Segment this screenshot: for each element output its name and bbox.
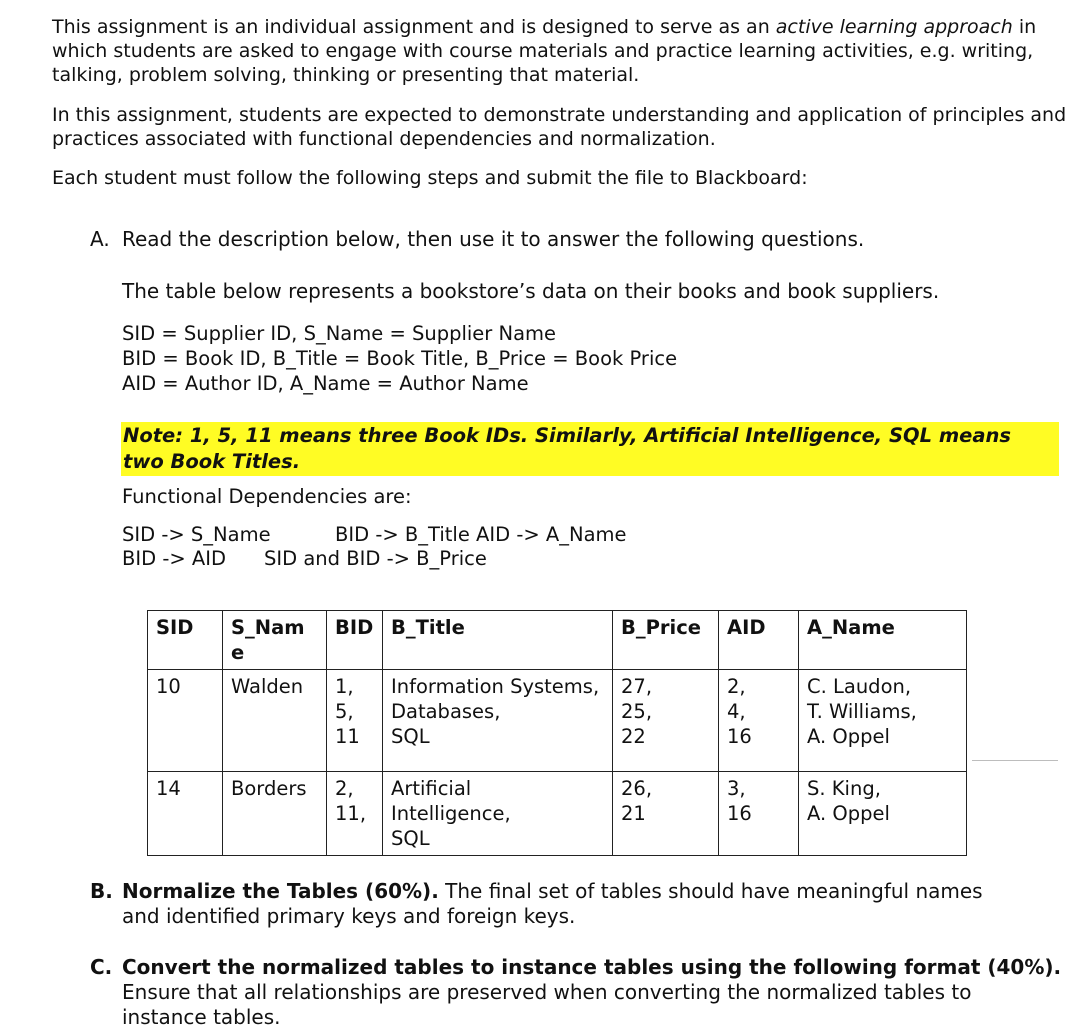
cell-aid: 2, 4, 16 xyxy=(719,670,799,772)
intro-paragraph-2: In this assignment, students are expected to demonstrate understanding and application of principles and practices associated with functional dependencies and normalization. xyxy=(52,104,1067,150)
section-a-label: A. xyxy=(90,227,110,251)
definition-author: AID = Author ID, A_Name = Author Name xyxy=(122,372,529,395)
fd-sid-bid-bprice: SID and BID -> B_Price xyxy=(264,547,487,570)
table-row xyxy=(148,670,967,772)
intro-p1-emphasis: active learning approach xyxy=(775,16,1013,38)
fd-bid-aid: BID -> AID xyxy=(122,547,227,570)
fd-heading: Functional Dependencies are: xyxy=(122,485,412,508)
section-c-text xyxy=(122,955,1062,1030)
cell-bid: 1, 5, 11 xyxy=(327,670,383,772)
header-sid: SID xyxy=(148,611,223,670)
cell-btitle: Information Systems, Databases, SQL xyxy=(383,670,613,772)
cell-bprice: 26, 21 xyxy=(613,772,719,856)
section-c-label: C. xyxy=(90,955,113,979)
section-b-bold: Normalize the Tables (60%). xyxy=(122,879,439,903)
highlighted-note: Note: 1, 5, 11 means three Book IDs. Similarly, Artificial Intelligence, SQL means two Book Titles. xyxy=(121,422,1059,476)
section-a-text: Read the description below, then use it to answer the following questions. xyxy=(122,227,865,251)
header-aid: AID xyxy=(719,611,799,670)
definition-supplier: SID = Supplier ID, S_Name = Supplier Name xyxy=(122,322,557,345)
table-intro: The table below represents a bookstore’s data on their books and book suppliers. xyxy=(122,279,940,303)
cell-sname: Borders xyxy=(223,772,327,856)
header-aname: A_Name xyxy=(799,611,967,670)
table-row xyxy=(148,772,967,856)
header-bprice: B_Price xyxy=(613,611,719,670)
cell-sname: Walden xyxy=(223,670,327,772)
cell-sid: 10 xyxy=(148,670,223,772)
cell-sid: 14 xyxy=(148,772,223,856)
cell-bid: 2, 11, xyxy=(327,772,383,856)
intro-paragraph-1 xyxy=(52,15,1067,87)
intro-p1-after: in which students are asked to engage with course materials and practice learning activities, e.g. writing, talking, problem solving, thinking or presenting that material. xyxy=(52,16,1037,86)
cell-btitle: Artificial Intelligence, SQL xyxy=(383,772,613,856)
section-c-rest: Ensure that all relationships are preserved when converting the normalized tables to instance tables. xyxy=(122,980,972,1029)
section-b-rest: The final set of tables should have meaningful names and identified primary keys and foreign keys. xyxy=(122,879,983,928)
fd-sid-sname: SID -> S_Name xyxy=(122,523,271,546)
fd-bid-btitle-aid-aname: BID -> B_Title AID -> A_Name xyxy=(335,523,627,546)
section-b-label: B. xyxy=(90,879,113,903)
intro-p1-before: This assignment is an individual assignment and is designed to serve as an xyxy=(52,16,776,38)
header-sname: S_Nam e xyxy=(223,611,327,670)
intro-paragraph-3: Each student must follow the following steps and submit the file to Blackboard: xyxy=(52,167,808,189)
header-bid: BID xyxy=(327,611,383,670)
bookstore-table xyxy=(147,610,967,856)
cell-bprice: 27, 25, 22 xyxy=(613,670,719,772)
cell-aid: 3, 16 xyxy=(719,772,799,856)
definition-book: BID = Book ID, B_Title = Book Title, B_Price = Book Price xyxy=(122,347,678,370)
section-b-text xyxy=(122,879,1022,929)
section-c-bold: Convert the normalized tables to instance tables using the following format (40%). xyxy=(122,955,1062,979)
table-header-row xyxy=(148,611,967,670)
cell-aname: S. King, A. Oppel xyxy=(799,772,967,856)
stray-line xyxy=(972,760,1058,761)
cell-aname: C. Laudon, T. Williams, A. Oppel xyxy=(799,670,967,772)
header-btitle: B_Title xyxy=(383,611,613,670)
